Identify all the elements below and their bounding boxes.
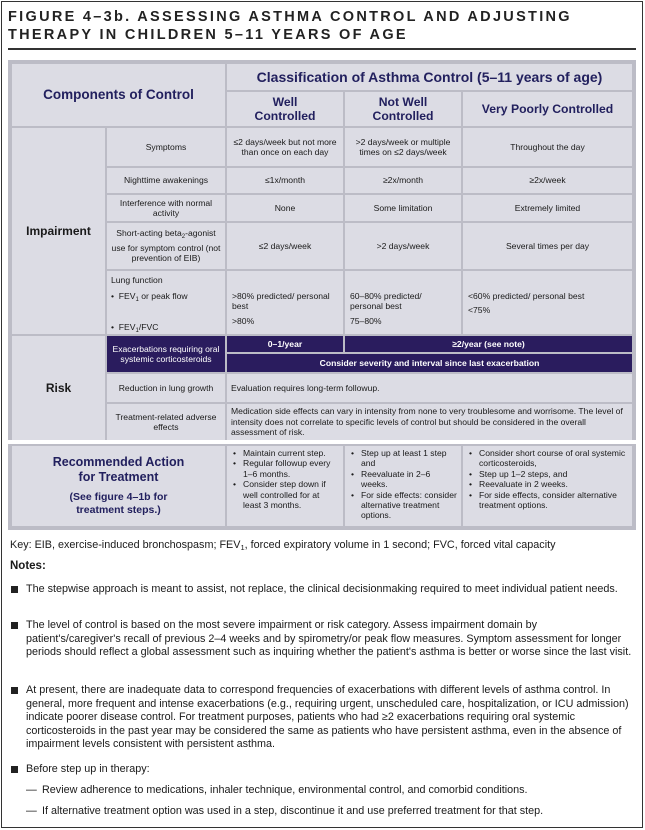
title-rule xyxy=(8,48,636,50)
lung-well-1: >80% predicted/ personal best xyxy=(232,291,330,312)
bullet-square-icon xyxy=(11,766,18,773)
nighttime-label: Nighttime awakenings xyxy=(107,168,225,193)
fev1-a: FEV xyxy=(118,291,136,302)
risk-label: Risk xyxy=(12,336,105,440)
col-notwell-line2: Controlled xyxy=(372,109,434,123)
adverse-effects-label: Treatment-related adverse effects xyxy=(107,404,225,440)
exacerbations-label: Exacerbations requiring oral systemic corticosteroids xyxy=(107,336,225,372)
list-item: • Reevaluate in 2 weeks. xyxy=(467,479,628,489)
key-sub: 1 xyxy=(240,543,245,552)
note-4a xyxy=(10,784,632,798)
recommended-well-list xyxy=(231,448,339,510)
nighttime-notwell: ≥2x/month xyxy=(345,168,461,193)
saba-label xyxy=(107,223,225,269)
recommended-note: (See figure 4–1b for treatment steps.) xyxy=(69,491,168,516)
note-4 xyxy=(10,763,632,777)
saba-label-text xyxy=(111,228,221,263)
list-item: • For side effects: consider alternative treatment options. xyxy=(349,490,457,521)
col-not-well-controlled xyxy=(345,92,461,126)
lung-well-2: >80% xyxy=(232,315,255,326)
fev1-sub: 1 xyxy=(135,297,139,304)
nighttime-very: ≥2x/week xyxy=(463,168,632,193)
fev1-b: or peak flow xyxy=(138,291,188,302)
lung-function-label xyxy=(107,271,225,334)
section-divider xyxy=(8,440,636,444)
recommended-very xyxy=(463,446,632,526)
exacerbations-consider: Consider severity and interval since last exacerbation xyxy=(227,354,632,372)
note-2-text: The level of control is based on the most severe impairment or risk category. Assess impairment domain by patient's/caregiver's recall of previous 2–4 weeks and by spirometry/or peak flow measures. Symptom assessment for longer periods should reflect a global assessment such as inquiring whether the patient's asthma is better or worse since the last visit. xyxy=(26,619,632,659)
figure-title-line1: FIGURE 4–3b. ASSESSING ASTHMA CONTROL AND ADJUSTING xyxy=(8,9,572,25)
recommended-notwell xyxy=(345,446,461,526)
note-2 xyxy=(10,619,632,660)
key-b: , forced expiratory volume in 1 second; FVC, forced vital capacity xyxy=(244,539,556,551)
notes-heading: Notes: xyxy=(10,560,46,572)
recommended-very-list xyxy=(467,448,628,510)
bullet-square-icon xyxy=(11,622,18,629)
note-4b-text: If alternative treatment option was used in a step, discontinue it and use preferred treatment for that step. xyxy=(42,805,544,817)
list-item: • Reevaluate in 2–6 weeks. xyxy=(349,469,457,490)
nighttime-well: ≤1x/month xyxy=(227,168,343,193)
lung-notwell xyxy=(345,271,461,334)
impairment-label: Impairment xyxy=(12,128,105,334)
list-item: • Maintain current step. xyxy=(231,448,339,458)
interference-notwell: Some limitation xyxy=(345,195,461,221)
note-4b xyxy=(10,805,632,819)
lung-very-2: <75% xyxy=(468,305,491,316)
lung-fev1-label: • $FEV_1$ or peak flow xyxy=(111,291,188,304)
saba-notwell: >2 days/week xyxy=(345,223,461,269)
note-4a-text: Review adherence to medications, inhaler technique, environmental control, and comorbid conditions. xyxy=(42,784,528,796)
lung-well xyxy=(227,271,343,334)
lung-notwell-2: 75–80% xyxy=(350,315,382,326)
lung-notwell-1: 60–80% predicted/ personal best xyxy=(350,291,422,312)
saba-very: Several times per day xyxy=(463,223,632,269)
dash-icon: — xyxy=(26,805,37,817)
symptoms-label: Symptoms xyxy=(107,128,225,166)
list-item: • Consider step down if well controlled for at least 3 months. xyxy=(231,479,339,510)
adverse-effects-value: Medication side effects can vary in intensity from none to very troublesome and worrisome. The level of intensity does not correlate to specific levels of control but should be considered in the overall assessment of risk. xyxy=(227,404,632,440)
lung-very xyxy=(463,271,632,334)
list-item: • For side effects, consider alternative treatment options. xyxy=(467,490,628,511)
note-1-text: The stepwise approach is meant to assist, not replace, the clinical decisionmaking required to meet individual patient needs. xyxy=(26,583,618,595)
note-4-text: Before step up in therapy: xyxy=(26,763,150,775)
dash-icon: — xyxy=(26,784,37,796)
recommended-title: Recommended Action for Treatment xyxy=(52,455,185,484)
col-well-controlled xyxy=(227,92,343,126)
lung-growth-value: Evaluation requires long-term followup. xyxy=(227,374,632,402)
list-item: • Consider short course of oral systemic corticosteroids, xyxy=(467,448,628,469)
recommended-well xyxy=(227,446,343,526)
symptoms-well: ≤2 days/week but not more than once on each day xyxy=(227,128,343,166)
saba-label-a: Short-acting xyxy=(116,228,163,239)
ratio-a: FEV xyxy=(118,321,136,332)
ratio-b: /FVC xyxy=(138,321,159,332)
exacerbations-well: 0–1/year xyxy=(227,336,343,352)
recommended-notwell-list xyxy=(349,448,457,521)
lung-growth-label: Reduction in lung growth xyxy=(107,374,225,402)
components-header: Components of Control xyxy=(12,64,225,126)
lung-very-1: <60% predicted/ personal best xyxy=(468,291,585,301)
bullet-square-icon xyxy=(11,586,18,593)
figure-title-line2: THERAPY IN CHILDREN 5–11 YEARS OF AGE xyxy=(8,27,408,43)
key-text xyxy=(10,538,635,555)
recommended-action xyxy=(12,446,225,526)
figure-title xyxy=(8,8,633,44)
list-item: • Step up 1–2 steps, and xyxy=(467,469,628,479)
saba-label-sub: 2 xyxy=(181,234,186,241)
classification-header: Classification of Asthma Control (5–11 years of age) xyxy=(227,64,632,90)
col-well-line1: Well xyxy=(272,95,298,109)
ratio-sub: 1 xyxy=(135,327,139,334)
interference-well: None xyxy=(227,195,343,221)
interference-very: Extremely limited xyxy=(463,195,632,221)
saba-label-c: -agonist use for symptom control (not prevention of EIB) xyxy=(111,228,221,264)
note-3 xyxy=(10,684,632,752)
list-item: • Regular followup every 1–6 months. xyxy=(231,458,339,479)
col-very-poorly-controlled: Very Poorly Controlled xyxy=(463,92,632,126)
asthma-control-table xyxy=(8,60,636,530)
list-item: • Step up at least 1 step and xyxy=(349,448,457,469)
saba-label-b: beta xyxy=(165,228,182,239)
interference-label: Interference with normal activity xyxy=(107,195,225,221)
col-well-line2: Controlled xyxy=(254,109,316,123)
exacerbations-other: ≥2/year (see note) xyxy=(345,336,632,352)
note-1 xyxy=(10,583,632,597)
symptoms-very: Throughout the day xyxy=(463,128,632,166)
symptoms-notwell: >2 days/week or multiple times on ≤2 days/week xyxy=(345,128,461,166)
col-notwell-line1: Not Well xyxy=(378,95,428,109)
lung-ratio-label: • $FEV_1$/FVC xyxy=(111,321,159,334)
lung-function-title: Lung function xyxy=(111,275,163,285)
saba-well: ≤2 days/week xyxy=(227,223,343,269)
bullet-square-icon xyxy=(11,687,18,694)
note-3-text: At present, there are inadequate data to correspond frequencies of exacerbations with different levels of asthma control. In general, more frequent and intense exacerbations (e.g., requiring urgent, unscheduled care, hospitalization, or ICU admission) indicate poorer disease control. For treatment purposes, patients who had ≥2 exacerbations requiring oral systemic corticosteroids in the past year may be considered the same as patients who have persistent asthma, even in the absence of impairment levels consistent with persistent asthma. xyxy=(26,684,629,751)
key-a: Key: EIB, exercise-induced bronchospasm; FEV xyxy=(10,539,241,551)
